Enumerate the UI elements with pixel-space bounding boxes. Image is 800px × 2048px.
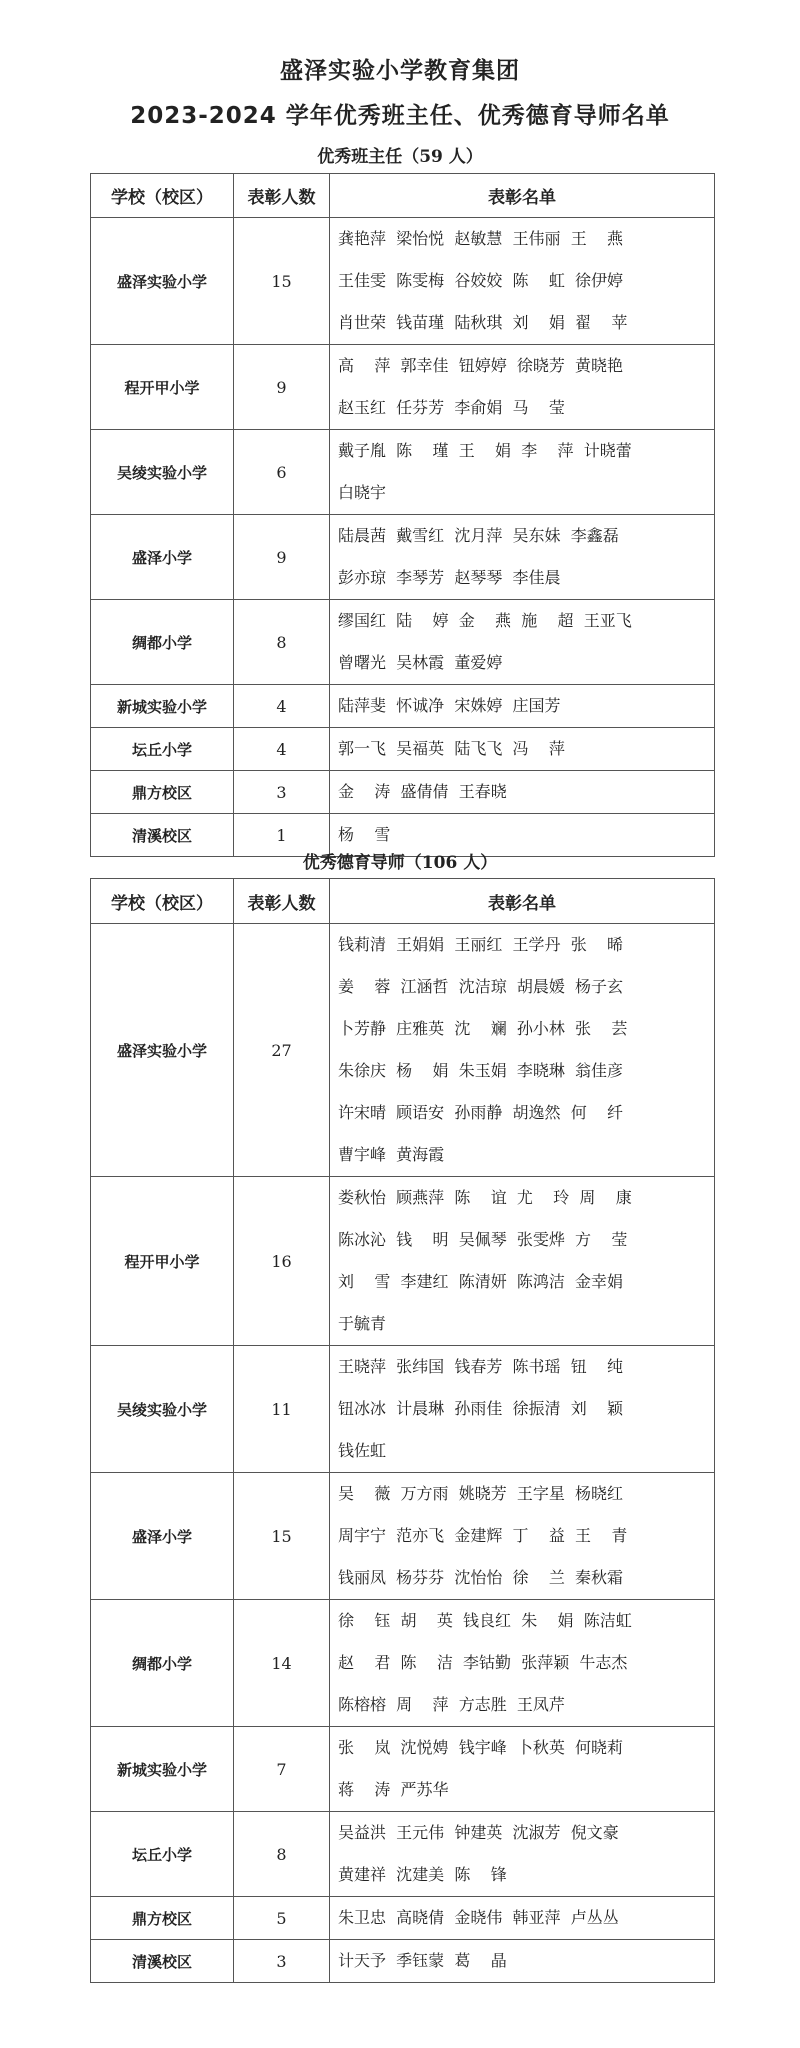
moral-mentor-table	[90, 878, 715, 1983]
section1-title: 优秀班主任（59 人）	[317, 147, 483, 167]
award-count: 1	[234, 814, 330, 857]
school-name: 清溪校区	[91, 1940, 234, 1983]
header-count: 表彰人数	[234, 879, 330, 924]
name-line: 肖世荣 钱苗瑾 陆秋琪 刘 娟 翟 苹	[338, 313, 628, 332]
award-names	[330, 1473, 715, 1600]
award-names	[330, 430, 715, 515]
award-names	[330, 1177, 715, 1346]
table-row	[91, 345, 715, 430]
name-line: 蒋 涛 严苏华	[338, 1780, 449, 1799]
name-line: 刘 雪 李建红 陈清妍 陈鸿洁 金幸娟	[338, 1272, 624, 1291]
table-header-row	[91, 174, 715, 218]
award-names	[330, 1812, 715, 1897]
name-line: 赵玉红 任芬芳 李俞娟 马 莹	[338, 398, 565, 417]
name-line: 吴益洪 王元伟 钟建英 沈淑芳 倪文豪	[338, 1823, 619, 1842]
header-count: 表彰人数	[234, 174, 330, 218]
name-line: 高 萍 郭幸佳 钮婷婷 徐晓芳 黄晓艳	[338, 356, 624, 375]
header-school: 学校（校区）	[91, 174, 234, 218]
name-line: 曹宇峰 黄海霞	[338, 1145, 445, 1164]
name-line: 曾曙光 吴林霞 董爱婷	[338, 653, 503, 672]
name-line: 赵 君 陈 洁 李钴勤 张萍颖 牛志杰	[338, 1653, 628, 1672]
name-line: 陈榕榕 周 萍 方志胜 王凤芹	[338, 1695, 565, 1714]
document-subtitle: 2023-2024 学年优秀班主任、优秀德育导师名单	[130, 103, 670, 129]
name-line: 徐 钰 胡 英 钱良红 朱 娟 陈洁虹	[338, 1611, 632, 1630]
section2-title: 优秀德育导师（106 人）	[302, 853, 498, 873]
table-row	[91, 1940, 715, 1983]
award-count: 6	[234, 430, 330, 515]
name-line: 戴子胤 陈 瑾 王 娟 李 萍 计晓蕾	[338, 441, 632, 460]
name-line: 朱卫忠 高晓倩 金晓伟 韩亚萍 卢丛丛	[338, 1908, 619, 1927]
award-count: 7	[234, 1727, 330, 1812]
school-name: 鼎方校区	[91, 771, 234, 814]
name-line: 钱莉清 王娟娟 王丽红 王学丹 张 晞	[338, 935, 624, 954]
table-row	[91, 1812, 715, 1897]
table-row	[91, 1727, 715, 1812]
award-names	[330, 1346, 715, 1473]
name-line: 张 岚 沈悦娉 钱宇峰 卜秋英 何晓莉	[338, 1738, 624, 1757]
school-name: 盛泽实验小学	[91, 218, 234, 345]
name-line: 钱佐虹	[338, 1441, 387, 1460]
class-teacher-table	[90, 173, 715, 857]
school-name: 吴绫实验小学	[91, 430, 234, 515]
table-row	[91, 1177, 715, 1346]
award-count: 14	[234, 1600, 330, 1727]
school-name: 鼎方校区	[91, 1897, 234, 1940]
name-line: 陆晨茜 戴雪红 沈月萍 吴东妹 李鑫磊	[338, 526, 619, 545]
award-names	[330, 771, 715, 814]
name-line: 王晓萍 张纬国 钱春芳 陈书瑶 钮 纯	[338, 1357, 624, 1376]
table-row	[91, 1346, 715, 1473]
header-school: 学校（校区）	[91, 879, 234, 924]
document-title: 盛泽实验小学教育集团	[280, 58, 520, 84]
school-name: 坛丘小学	[91, 1812, 234, 1897]
award-count: 4	[234, 728, 330, 771]
name-line: 于毓青	[338, 1314, 387, 1333]
award-count: 5	[234, 1897, 330, 1940]
award-names	[330, 345, 715, 430]
name-line: 姜 蓉 江涵哲 沈洁琼 胡晨媛 杨子玄	[338, 977, 624, 996]
name-line: 朱徐庆 杨 娟 朱玉娟 李晓琳 翁佳彦	[338, 1061, 624, 1080]
award-count: 3	[234, 1940, 330, 1983]
name-line: 白晓宇	[338, 483, 387, 502]
table-row	[91, 728, 715, 771]
award-names	[330, 924, 715, 1177]
award-names	[330, 1727, 715, 1812]
name-line: 郭一飞 吴福英 陆飞飞 冯 萍	[338, 739, 565, 758]
table-row	[91, 1473, 715, 1600]
school-name: 坛丘小学	[91, 728, 234, 771]
award-count: 15	[234, 218, 330, 345]
name-line: 彭亦琼 李琴芳 赵琴琴 李佳晨	[338, 568, 561, 587]
award-count: 4	[234, 685, 330, 728]
name-line: 周宇宁 范亦飞 金建辉 丁 益 王 青	[338, 1526, 628, 1545]
table-row	[91, 685, 715, 728]
school-name: 新城实验小学	[91, 685, 234, 728]
table-row	[91, 600, 715, 685]
table-row	[91, 218, 715, 345]
school-name: 绸都小学	[91, 600, 234, 685]
award-count: 27	[234, 924, 330, 1177]
name-line: 卜芳静 庄雅英 沈 斓 孙小林 张 芸	[338, 1019, 628, 1038]
award-count: 11	[234, 1346, 330, 1473]
award-count: 8	[234, 1812, 330, 1897]
school-name: 清溪校区	[91, 814, 234, 857]
award-count: 9	[234, 515, 330, 600]
table-row	[91, 771, 715, 814]
award-names	[330, 515, 715, 600]
award-names	[330, 1897, 715, 1940]
table-row	[91, 430, 715, 515]
award-count: 16	[234, 1177, 330, 1346]
name-line: 钱丽凤 杨芬芬 沈怡怡 徐 兰 秦秋霜	[338, 1568, 624, 1587]
table-row	[91, 515, 715, 600]
name-line: 娄秋怡 顾燕萍 陈 谊 尤 玲 周 康	[338, 1188, 632, 1207]
award-names	[330, 728, 715, 771]
header-names: 表彰名单	[330, 174, 715, 218]
name-line: 金 涛 盛倩倩 王春晓	[338, 782, 507, 801]
school-name: 新城实验小学	[91, 1727, 234, 1812]
header-names: 表彰名单	[330, 879, 715, 924]
table-row	[91, 1897, 715, 1940]
school-name: 程开甲小学	[91, 1177, 234, 1346]
name-line: 吴 薇 万方雨 姚晓芳 王字星 杨晓红	[338, 1484, 624, 1503]
name-line: 陈冰沁 钱 明 吴佩琴 张雯烨 方 莹	[338, 1230, 628, 1249]
table-row	[91, 924, 715, 1177]
award-names	[330, 685, 715, 728]
name-line: 黄建祥 沈建美 陈 锋	[338, 1865, 507, 1884]
award-count: 3	[234, 771, 330, 814]
name-line: 龚艳萍 梁怡悦 赵敏慧 王伟丽 王 燕	[338, 229, 624, 248]
school-name: 程开甲小学	[91, 345, 234, 430]
table-row	[91, 1600, 715, 1727]
award-count: 15	[234, 1473, 330, 1600]
name-line: 陆萍斐 怀诚净 宋姝婷 庄国芳	[338, 696, 561, 715]
school-name: 绸都小学	[91, 1600, 234, 1727]
award-count: 9	[234, 345, 330, 430]
name-line: 杨 雪	[338, 825, 391, 844]
award-names	[330, 1940, 715, 1983]
name-line: 钮冰冰 计晨琳 孙雨佳 徐振清 刘 颖	[338, 1399, 624, 1418]
award-names	[330, 1600, 715, 1727]
award-names	[330, 218, 715, 345]
school-name: 盛泽实验小学	[91, 924, 234, 1177]
school-name: 盛泽小学	[91, 1473, 234, 1600]
award-names	[330, 600, 715, 685]
school-name: 盛泽小学	[91, 515, 234, 600]
name-line: 许宋晴 顾语安 孙雨静 胡逸然 何 纤	[338, 1103, 624, 1122]
school-name: 吴绫实验小学	[91, 1346, 234, 1473]
award-count: 8	[234, 600, 330, 685]
name-line: 王佳雯 陈雯梅 谷姣姣 陈 虹 徐伊婷	[338, 271, 624, 290]
table-header-row	[91, 879, 715, 924]
name-line: 计天予 季钰蒙 葛 晶	[338, 1951, 507, 1970]
name-line: 缪国红 陆 婷 金 燕 施 超 王亚飞	[338, 611, 632, 630]
